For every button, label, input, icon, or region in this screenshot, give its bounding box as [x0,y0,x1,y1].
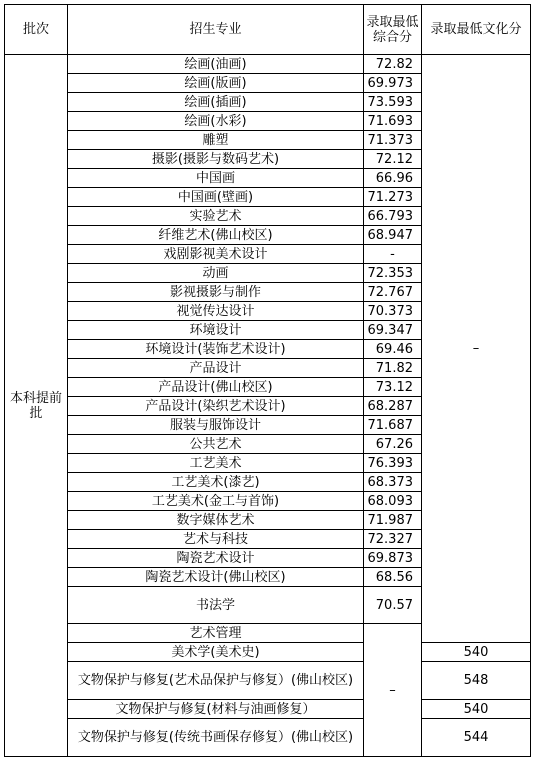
major-cell: 产品设计(染织艺术设计) [68,397,364,416]
combined-score-cell: 71.82 [364,359,422,378]
major-cell: 陶瓷艺术设计 [68,549,364,568]
major-cell: 工艺美术 [68,454,364,473]
major-cell: 实验艺术 [68,207,364,226]
major-cell: 产品设计(佛山校区) [68,378,364,397]
culture-score-cell: 540 [422,700,531,719]
combined-score-cell: 68.56 [364,568,422,587]
major-cell: 中国画(壁画) [68,188,364,207]
major-cell: 影视摄影与制作 [68,283,364,302]
major-cell: 公共艺术 [68,435,364,454]
combined-score-cell: 68.947 [364,226,422,245]
combined-score-cell: 72.82 [364,55,422,74]
header-min-combined-score: 录取最低综合分 [364,5,422,55]
major-cell: 环境设计(装饰艺术设计) [68,340,364,359]
combined-score-cell: 66.793 [364,207,422,226]
culture-score-cell: 540 [422,643,531,662]
culture-score-cell: 548 [422,662,531,700]
major-cell: 文物保护与修复(传统书画保存修复）(佛山校区) [68,719,364,757]
culture-score-merged-cell: – [422,55,531,643]
major-cell: 文物保护与修复(艺术品保护与修复）(佛山校区) [68,662,364,700]
header-batch: 批次 [5,5,68,55]
combined-score-cell: 72.12 [364,150,422,169]
major-cell: 书法学 [68,587,364,624]
combined-score-cell: 73.593 [364,93,422,112]
major-cell: 绘画(插画) [68,93,364,112]
major-cell: 服装与服饰设计 [68,416,364,435]
major-cell: 美术学(美术史) [68,643,364,662]
major-cell: 艺术与科技 [68,530,364,549]
major-cell: 工艺美术(漆艺) [68,473,364,492]
header-min-culture-score: 录取最低文化分 [422,5,531,55]
combined-score-cell: 72.767 [364,283,422,302]
major-cell: 工艺美术(金工与首饰) [68,492,364,511]
combined-score-cell: 71.373 [364,131,422,150]
major-cell: 绘画(油画) [68,55,364,74]
combined-score-cell: 69.46 [364,340,422,359]
admission-score-table [4,4,531,757]
culture-score-cell: 544 [422,719,531,757]
major-cell: 绘画(版画) [68,74,364,93]
combined-score-cell: 71.687 [364,416,422,435]
major-cell: 产品设计 [68,359,364,378]
combined-score-cell: 71.273 [364,188,422,207]
combined-score-merged-cell: – [364,624,422,757]
combined-score-cell: 69.973 [364,74,422,93]
major-cell: 雕塑 [68,131,364,150]
major-cell: 绘画(水彩) [68,112,364,131]
combined-score-cell: 67.26 [364,435,422,454]
combined-score-cell: 68.373 [364,473,422,492]
combined-score-cell: 68.287 [364,397,422,416]
header-major: 招生专业 [68,5,364,55]
combined-score-cell: 69.873 [364,549,422,568]
combined-score-cell: 71.693 [364,112,422,131]
major-cell: 动画 [68,264,364,283]
major-cell: 文物保护与修复(材料与油画修复） [68,700,364,719]
major-cell: 摄影(摄影与数码艺术) [68,150,364,169]
combined-score-cell: 70.373 [364,302,422,321]
major-cell: 陶瓷艺术设计(佛山校区) [68,568,364,587]
major-cell: 戏剧影视美术设计 [68,245,364,264]
major-cell: 艺术管理 [68,624,364,643]
combined-score-cell: 71.987 [364,511,422,530]
combined-score-cell: - [364,245,422,264]
combined-score-cell: 68.093 [364,492,422,511]
combined-score-cell: 66.96 [364,169,422,188]
combined-score-cell: 69.347 [364,321,422,340]
major-cell: 环境设计 [68,321,364,340]
major-cell: 视觉传达设计 [68,302,364,321]
major-cell: 数字媒体艺术 [68,511,364,530]
combined-score-cell: 73.12 [364,378,422,397]
major-cell: 中国画 [68,169,364,188]
combined-score-cell: 72.353 [364,264,422,283]
combined-score-cell: 70.57 [364,587,422,624]
combined-score-cell: 72.327 [364,530,422,549]
batch-cell: 本科提前批 [5,55,68,757]
combined-score-cell: 76.393 [364,454,422,473]
major-cell: 纤维艺术(佛山校区) [68,226,364,245]
